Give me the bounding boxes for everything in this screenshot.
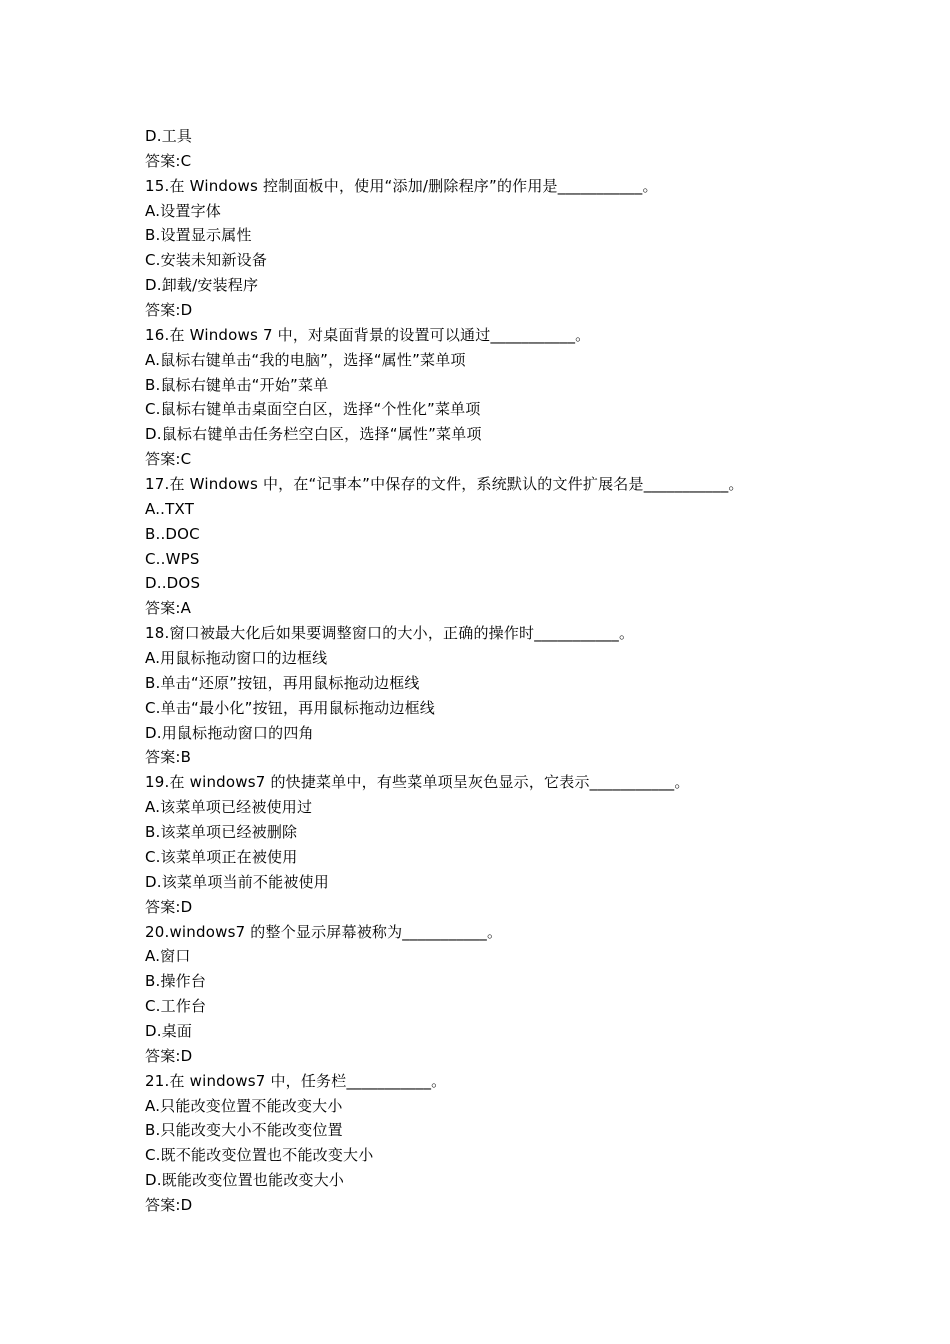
option-line: D.卸载/安装程序 xyxy=(145,276,259,295)
option-line: C.安装未知新设备 xyxy=(145,251,268,270)
option-line: B.单击“还原”按钮，再用鼠标拖动边框线 xyxy=(145,673,420,692)
option-line: D.鼠标右键单击任务栏空白区，选择“属性”菜单项 xyxy=(145,425,482,444)
option-line: B.操作台 xyxy=(145,972,207,991)
option-line: B.鼠标右键单击“开始”菜单 xyxy=(145,375,329,394)
answer-line: 答案:D xyxy=(145,1046,193,1065)
document-body xyxy=(145,124,925,1218)
option-line: A.鼠标右键单击“我的电脑”，选择“属性”菜单项 xyxy=(145,350,466,369)
option-line: C.单击“最小化”按钮，再用鼠标拖动边框线 xyxy=(145,698,435,717)
question-line: 15.在 Windows 控制面板中，使用“添加/删除程序”的作用是___________。 xyxy=(145,176,658,195)
option-line: D.桌面 xyxy=(145,1021,193,1040)
answer-line: 答案:D xyxy=(145,897,193,916)
option-line: B.设置显示属性 xyxy=(145,226,252,245)
option-line: A.该菜单项已经被使用过 xyxy=(145,798,313,817)
question-line: 19.在 windows7 的快捷菜单中，有些菜单项呈灰色显示，它表示___________。 xyxy=(145,773,690,792)
answer-line: 答案:C xyxy=(145,450,192,469)
option-line: B..DOC xyxy=(145,524,200,543)
option-line: D..DOS xyxy=(145,574,201,593)
answer-line: 答案:D xyxy=(145,301,193,320)
option-line: B.只能改变大小不能改变位置 xyxy=(145,1121,343,1140)
option-line: A.用鼠标拖动窗口的边框线 xyxy=(145,649,328,668)
option-line: C.鼠标右键单击桌面空白区，选择“个性化”菜单项 xyxy=(145,400,481,419)
question-line: 17.在 Windows 中，在“记事本”中保存的文件，系统默认的文件扩展名是___________。 xyxy=(145,475,744,494)
option-line: C..WPS xyxy=(145,549,200,568)
option-line: D.用鼠标拖动窗口的四角 xyxy=(145,723,314,742)
answer-line: 答案:D xyxy=(145,1195,193,1214)
question-line: 16.在 Windows 7 中，对桌面背景的设置可以通过___________。 xyxy=(145,325,591,344)
option-line: D.该菜单项当前不能被使用 xyxy=(145,872,329,891)
question-line: 20.windows7 的整个显示屏幕被称为___________。 xyxy=(145,922,503,941)
option-line: A.窗口 xyxy=(145,947,191,966)
option-line: A.设置字体 xyxy=(145,201,221,220)
question-line: 21.在 windows7 中，任务栏___________。 xyxy=(145,1071,447,1090)
option-line: C.该菜单项正在被使用 xyxy=(145,847,298,866)
option-line: C.工作台 xyxy=(145,997,207,1016)
option-line: A.只能改变位置不能改变大小 xyxy=(145,1096,343,1115)
option-line: D.工具 xyxy=(145,127,193,145)
option-line: B.该菜单项已经被删除 xyxy=(145,823,298,842)
answer-line: 答案:A xyxy=(145,599,192,618)
question-line: 18.窗口被最大化后如果要调整窗口的大小，正确的操作时___________。 xyxy=(145,624,635,643)
option-line: A..TXT xyxy=(145,499,195,518)
option-line: D.既能改变位置也能改变大小 xyxy=(145,1171,345,1190)
answer-line: 答案:C xyxy=(145,151,192,170)
answer-line: 答案:B xyxy=(145,748,192,767)
option-line: C.既不能改变位置也不能改变大小 xyxy=(145,1146,374,1165)
